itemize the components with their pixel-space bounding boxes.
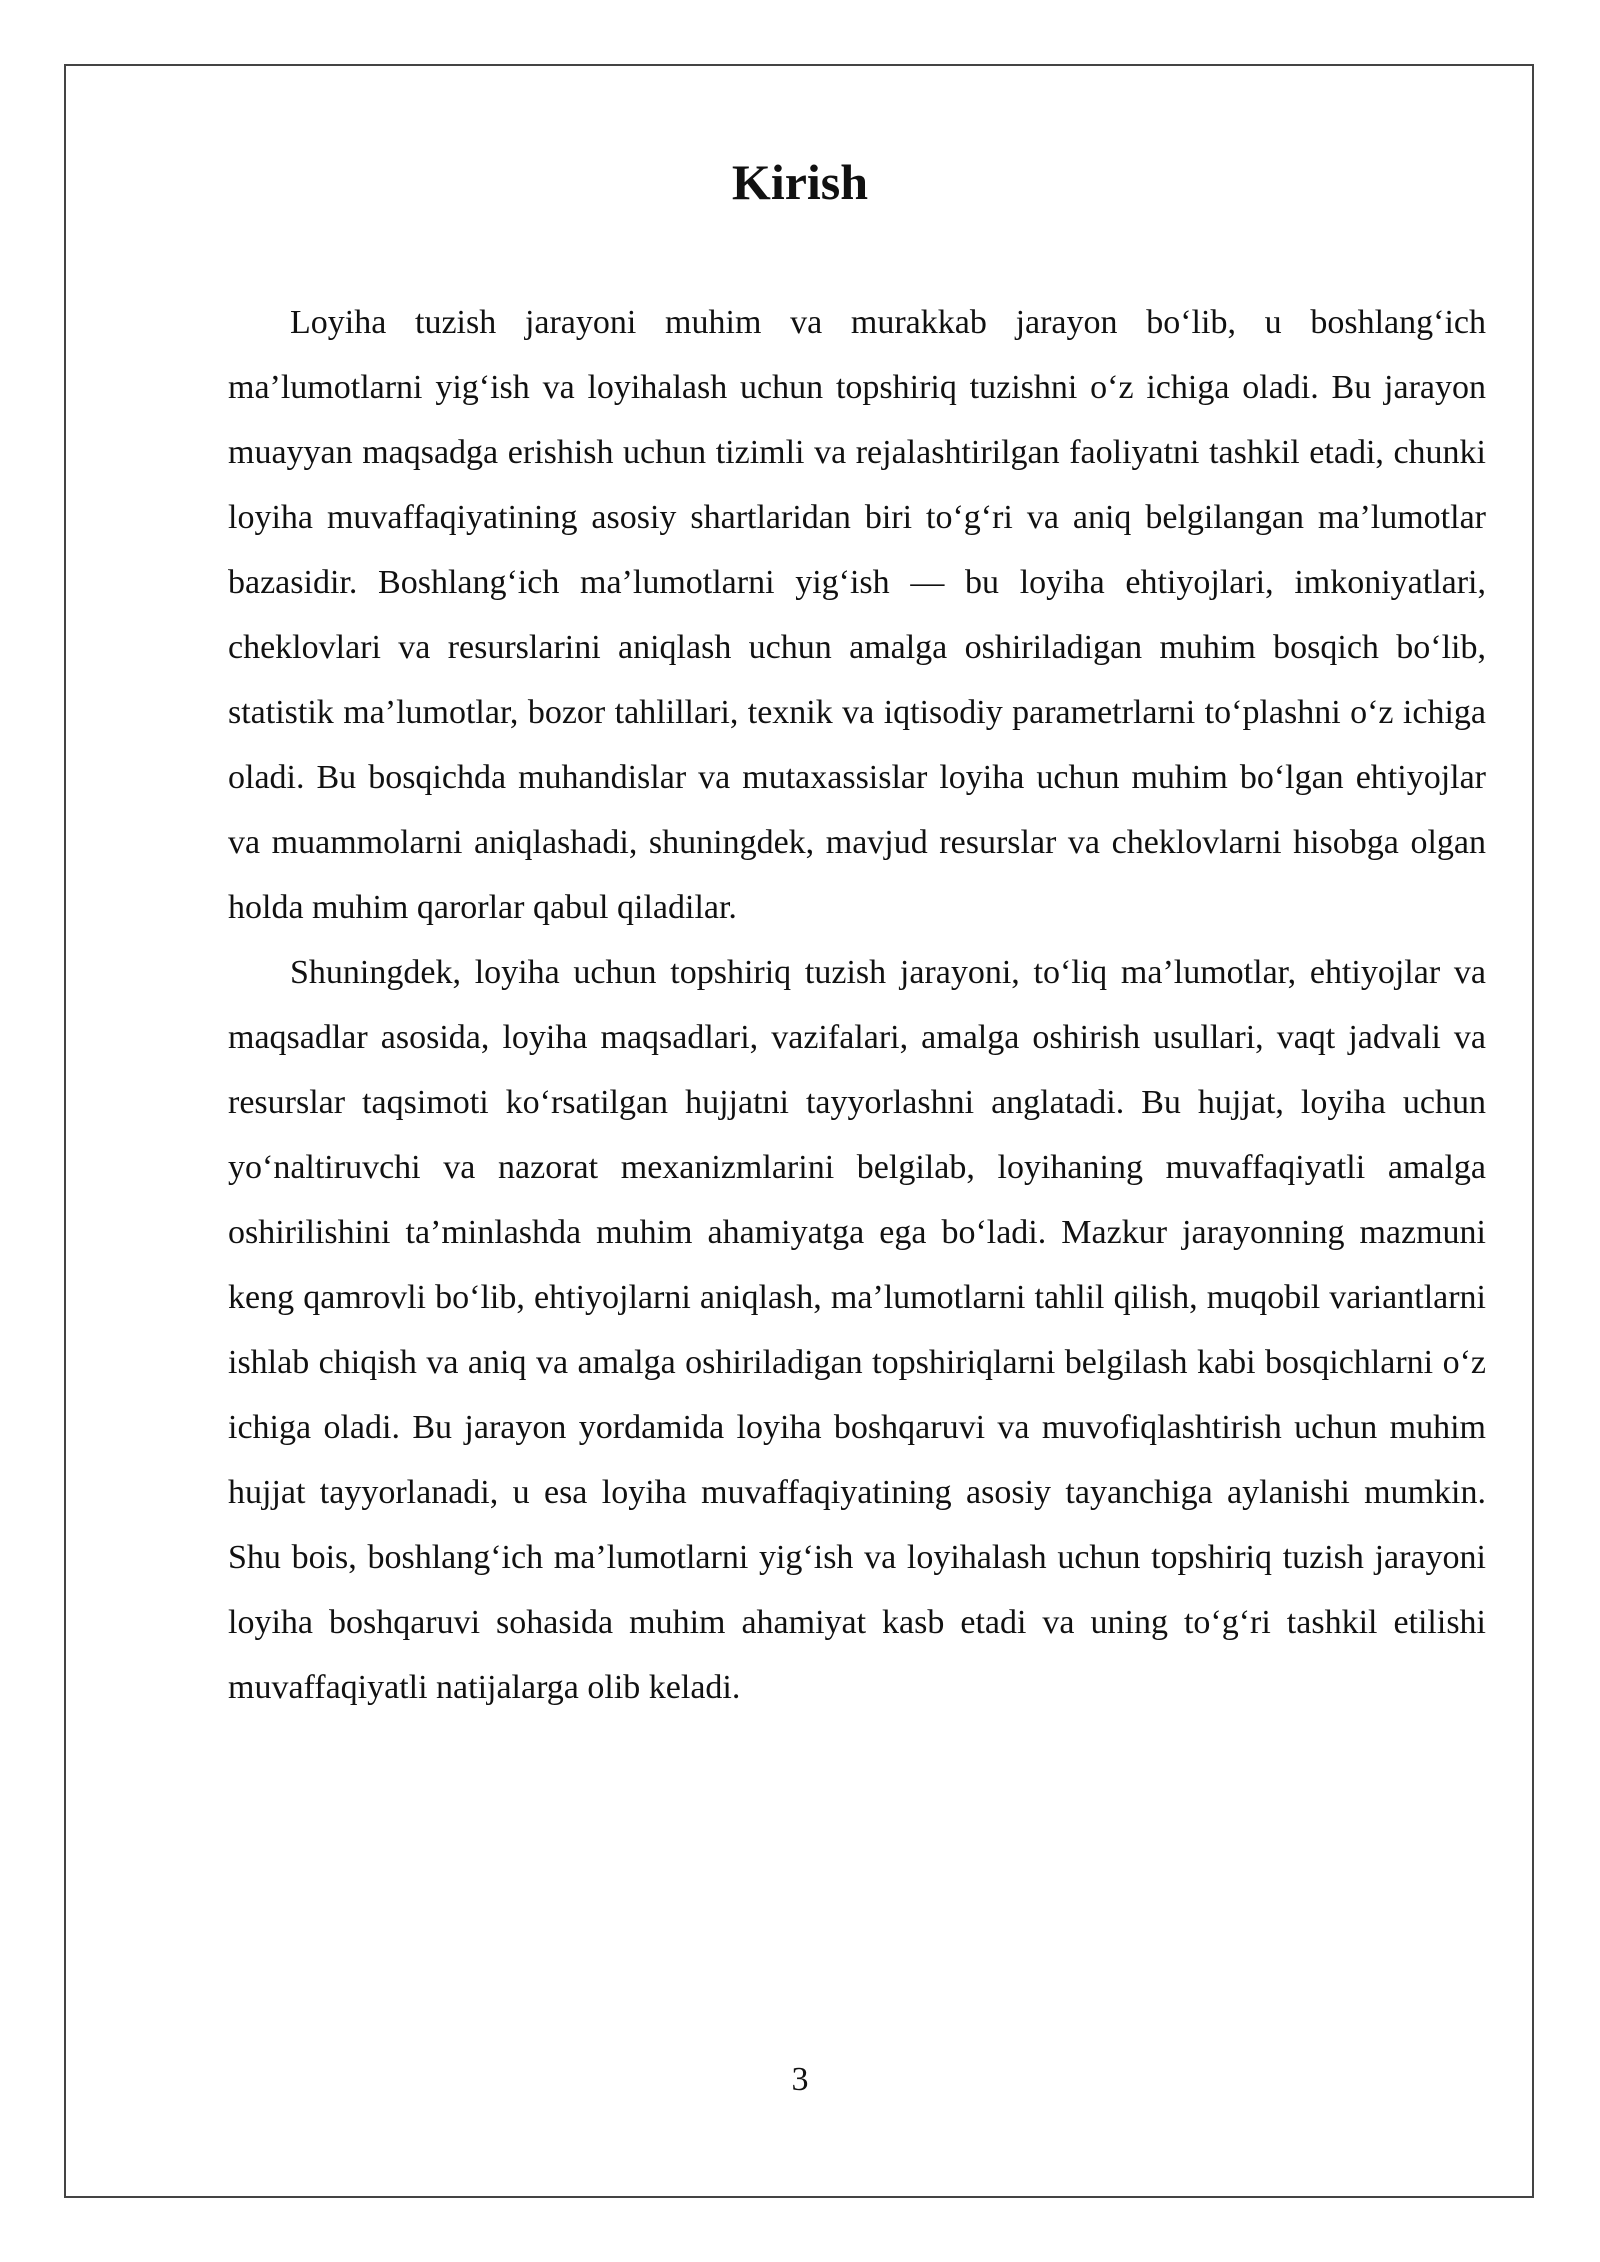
page-number: 3 — [791, 2061, 809, 2098]
page-title: Kirish — [731, 154, 869, 210]
paragraph-2: Shuningdek, loyiha uchun topshiriq tuzish jarayoni, to‘liq ma’lumotlar, ehtiyojlar va maqsadlar asosida, loyiha maqsadlari, vazifalari, amalga oshirish usullari, vaqt jadvali va resurslar taqsimoti ko‘rsatilgan hujjatni tayyorlashni anglatadi. Bu hujjat, loyiha uchun yo‘naltiruvchi va nazorat mexanizmlarini belgilab, loyihaning muvaffaqiyatli amalga oshirilishini ta’minlashda muhim ahamiyatga ega bo‘ladi. Mazkur jarayonning mazmuni keng qamrovli bo‘lib, ehtiyojlarni aniqlash, ma’lumotlarni tahlil qilish, muqobil variantlarni ishlab chiqish va aniq va amalga oshiriladigan topshiriqlarni belgilash kabi bosqichlarni o‘z ichiga oladi. Bu jarayon yordamida loyiha boshqaruvi va muvofiqlashtirish uchun muhim hujjat tayyorlanadi, u esa loyiha muvaffaqiyatining asosiy tayanchiga aylanishi mumkin. Shu bois, boshlang‘ich ma’lumotlarni yig‘ish va loyihalash uchun topshiriq tuzish jarayoni loyiha boshqaruvi sohasida muhim ahamiyat kasb etadi va uning to‘g‘ri tashkil etilishi muvaffaqiyatli natijalarga olib keladi. — [228, 954, 1486, 1706]
paragraph-1: Loyiha tuzish jarayoni muhim va murakkab jarayon bo‘lib, u boshlang‘ich ma’lumotlarni yig‘ish va loyihalash uchun topshiriq tuzishni o‘z ichiga oladi. Bu jarayon muayyan maqsadga erishish uchun tizimli va rejalashtirilgan faoliyatni tashkil etadi, chunki loyiha muvaffaqiyatining asosiy shartlaridan biri to‘g‘ri va aniq belgilangan ma’lumotlar bazasidir. Boshlang‘ich ma’lumotlarni yig‘ish — bu loyiha ehtiyojlari, imkoniyatlari, cheklovlari va resurslarini aniqlash uchun amalga oshiriladigan muhim bosqich bo‘lib, statistik ma’lumotlar, bozor tahlillari, texnik va iqtisodiy parametrlarni to‘plashni o‘z ichiga oladi. Bu bosqichda muhandislar va mutaxassislar loyiha uchun muhim bo‘lgan ehtiyojlar va muammolarni aniqlashadi, shuningdek, mavjud resurslar va cheklovlarni hisobga olgan holda muhim qarorlar qabul qiladilar. — [228, 304, 1486, 926]
body-text — [228, 290, 1486, 1720]
